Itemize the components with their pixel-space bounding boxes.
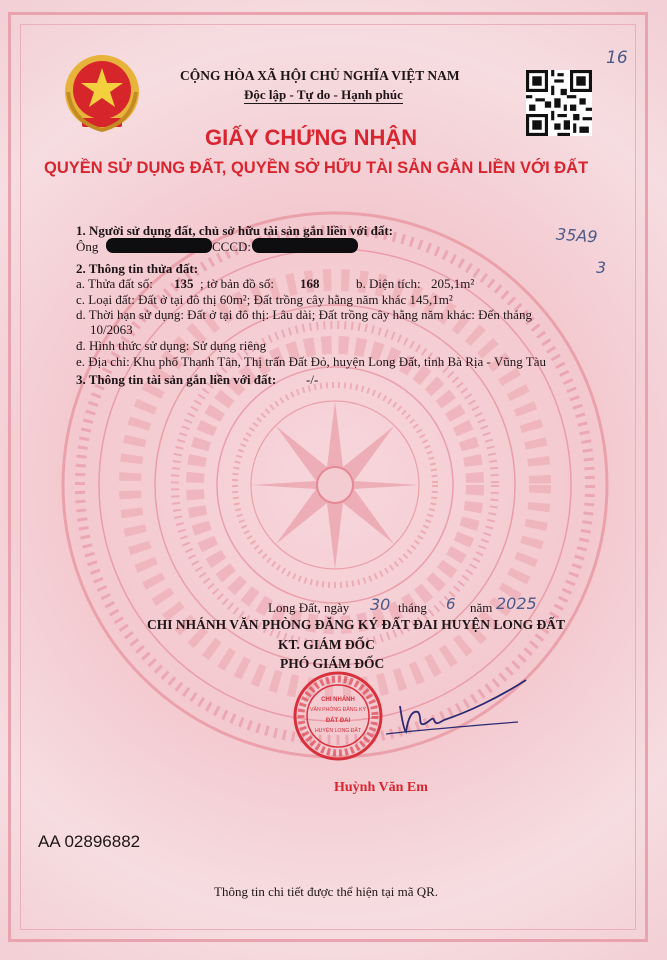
signing-year-label: năm (470, 600, 493, 615)
document-subtitle: QUYỀN SỬ DỤNG ĐẤT, QUYỀN SỞ HỮU TÀI SẢN GẮN LIỀN VỚI ĐẤT (44, 159, 589, 177)
signer-role-1: KT. GIÁM ĐỐC (278, 637, 375, 652)
section-1-heading: 1. Người sử dụng đất, chủ sở hữu tài sản gắn liền với đất: (76, 223, 393, 238)
section-2-heading: 2. Thông tin thửa đất: (76, 261, 199, 276)
seal-line-2: VĂN PHÒNG ĐĂNG KÝ (310, 707, 366, 713)
serial-number: AA 02896882 (38, 832, 141, 851)
usage-form: đ. Hình thức sử dụng: Sử dụng riêng (76, 338, 267, 353)
id-label: CCCD: (212, 239, 252, 254)
parcel-address: e. Địa chỉ: Khu phố Thanh Tân, Thị trấn Đất Đỏ, huyện Long Đất, tỉnh Bà Rịa - Vũng Tàu (76, 354, 546, 369)
signing-month: 6 (446, 595, 456, 613)
handwritten-note-2: 3 (596, 258, 607, 277)
handwritten-note: 35A9 (555, 224, 599, 247)
section-3-heading: 3. Thông tin tài sản gắn liền với đất: (76, 372, 277, 387)
signer-name: Huỳnh Văn Em (334, 780, 428, 795)
country-name: CỘNG HÒA XÃ HỘI CHỦ NGHĨA VIỆT NAM (180, 68, 460, 83)
land-use-term: d. Thời hạn sử dụng: Đất ở tại đô thị: Lâu dài; Đất trồng cây hằng năm khác: Đến tháng (76, 307, 532, 322)
signature (378, 676, 528, 750)
area-value: 205,1m² (431, 276, 475, 291)
signing-place-label: Long Đất, ngày (268, 600, 350, 615)
seal-line-3: ĐẤT ĐAI (325, 718, 351, 724)
handwritten-page-number: 16 (606, 48, 628, 68)
area-label: b. Diện tích: (356, 276, 421, 291)
issuing-office: CHI NHÁNH VĂN PHÒNG ĐĂNG KÝ ĐẤT ĐAI HUYỆN LONG ĐẤT (147, 617, 566, 632)
owner-prefix: Ông (76, 239, 99, 254)
seal-line-4: HUYỆN LONG ĐẤT (314, 728, 362, 734)
signing-year: 2025 (496, 594, 537, 613)
official-seal-icon (292, 670, 384, 762)
signing-month-label: tháng (398, 600, 427, 615)
national-emblem-icon (60, 52, 144, 136)
national-motto: Độc lập - Tự do - Hạnh phúc (244, 87, 403, 102)
parcel-number-label: a. Thửa đất số: (76, 276, 153, 291)
map-sheet-label: ; tờ bản đồ số: (200, 276, 275, 291)
signer-role-2: PHÓ GIÁM ĐỐC (280, 656, 385, 671)
redacted-id-number (252, 238, 358, 253)
land-type: c. Loại đất: Đất ở tại đô thị 60m²; Đất trồng cây hằng năm khác 145,1m² (76, 292, 453, 307)
document-title: GIẤY CHỨNG NHẬN (205, 125, 418, 150)
seal-line-1: CHI NHÁNH (321, 697, 355, 703)
redacted-owner-name (106, 238, 212, 253)
qr-code-icon (526, 70, 592, 136)
map-sheet-number: 168 (300, 276, 320, 291)
signing-day: 30 (370, 595, 391, 614)
land-use-term-date: 10/2063 (90, 322, 133, 337)
section-3-value: -/- (306, 372, 319, 387)
footer-note: Thông tin chi tiết được thể hiện tại mã QR. (214, 884, 439, 899)
parcel-number: 135 (174, 276, 194, 291)
